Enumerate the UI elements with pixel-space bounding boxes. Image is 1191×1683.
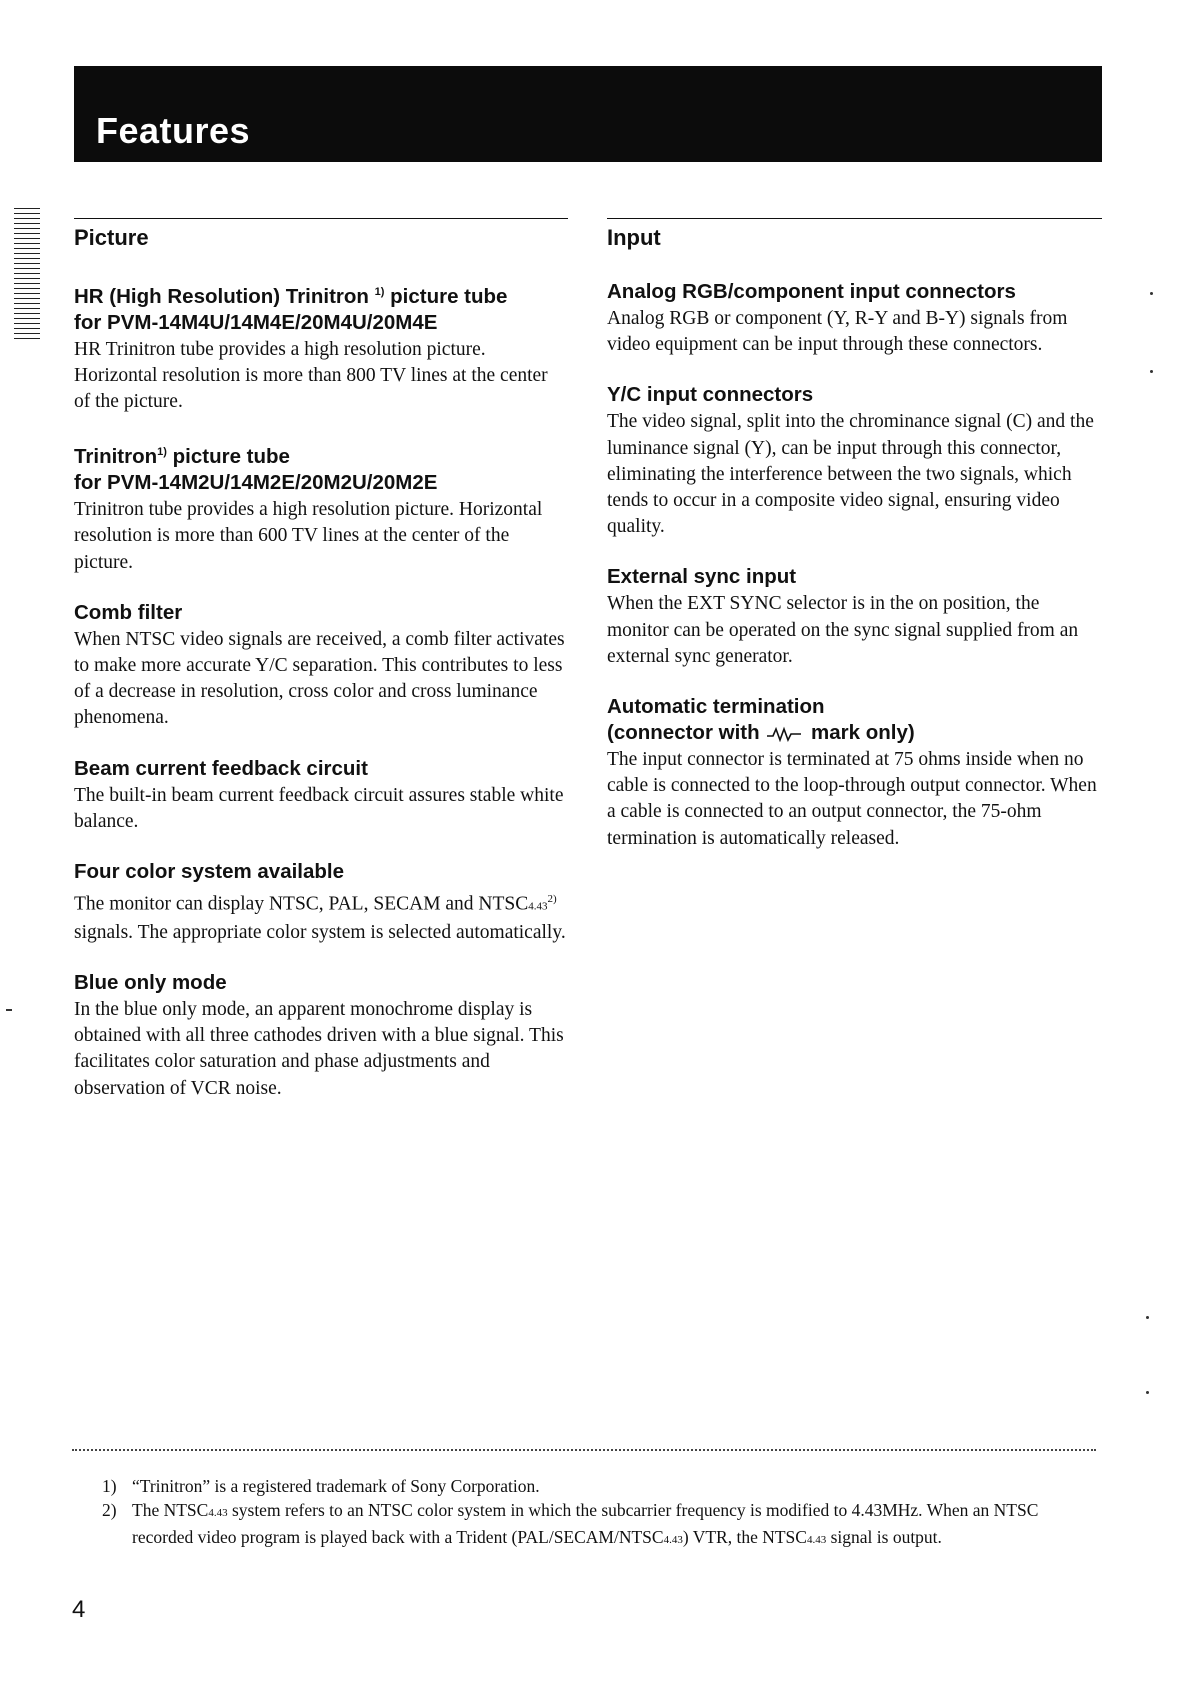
features-banner [74, 66, 1102, 162]
title-text: picture tube [384, 284, 508, 308]
footnote-number: 2) [102, 1500, 117, 1520]
section-title-input: Input [607, 225, 661, 250]
page-title: Features [96, 110, 251, 151]
footnote-2 [102, 1498, 1102, 1552]
input-column [607, 218, 1102, 876]
feature-body: Analog RGB or component (Y, R-Y and B-Y) signals from video equipment can be input through these connectors. [607, 308, 1068, 356]
title-text: (connector with [607, 721, 760, 745]
footnote-text [132, 1498, 1102, 1552]
section-rule [74, 218, 568, 219]
feature-four-color [74, 859, 568, 946]
feature-body: When NTSC video signals are received, a comb filter activates to make more accurate Y/C separation. This contributes to less of a decrease in resolution, cross color and cross luminance phenomena. [74, 628, 565, 729]
subscript: 4.43 [208, 1507, 228, 1519]
feature-hr-trinitron [74, 279, 568, 415]
scan-speck [1146, 1391, 1149, 1394]
footnote-ref: 1) [374, 286, 385, 298]
section-title-picture: Picture [74, 225, 149, 250]
feature-title: Beam current feedback circuit [74, 756, 368, 780]
feature-title: External sync input [607, 565, 797, 589]
title-text: HR (High Resolution) Trinitron [74, 284, 369, 308]
feature-body: In the blue only mode, an apparent monochrome display is obtained with all three cathodes driven with a blue signal. This facilitates color saturation and phase adjustments and observation of VCR noise. [74, 999, 564, 1099]
subscript: 4.43 [528, 900, 548, 913]
feature-body: The video signal, split into the chrominance signal (C) and the luminance signal (Y), can be input through this connector, eliminating the interference between the two signals, which tends to occur in a composite video signal, ensuring video quality. [607, 411, 1094, 538]
title-text: mark only) [811, 721, 915, 745]
feature-external-sync [607, 564, 1102, 670]
footnote-separator [72, 1449, 1096, 1451]
feature-body: The input connector is terminated at 75 ohms inside when no cable is connected to the loop-through output connector. When a cable is connected to an output connector, the 75-ohm termination is automatically released. [607, 749, 1097, 849]
feature-trinitron [74, 439, 568, 575]
fn-text: signal is output. [826, 1527, 942, 1547]
footnote-text: “Trinitron” is a registered trademark of Sony Corporation. [132, 1476, 540, 1496]
feature-analog-rgb [607, 279, 1102, 358]
body-text: signals. The appropriate color system is selected automatically. [74, 921, 566, 943]
scan-speck [1150, 370, 1153, 373]
feature-body: The built-in beam current feedback circuit assures stable white balance. [74, 784, 564, 832]
title-text: Trinitron [74, 445, 158, 469]
scan-edge-marks [14, 208, 40, 340]
footnotes [102, 1474, 1102, 1552]
feature-title [74, 279, 568, 310]
picture-column [74, 218, 568, 1126]
feature-title-models: for PVM-14M4U/14M4E/20M4U/20M4E [74, 310, 438, 334]
feature-title: Comb filter [74, 600, 183, 624]
feature-body: HR Trinitron tube provides a high resolution picture. Horizontal resolution is more than 800 TV lines at the center of the picture. [74, 338, 548, 413]
subscript: 4.43 [806, 1534, 827, 1546]
feature-beam-current [74, 756, 568, 835]
feature-blue-only [74, 970, 568, 1102]
subscript: 4.43 [663, 1534, 683, 1546]
feature-title [74, 439, 568, 470]
feature-body: When the EXT SYNC selector is in the on position, the monitor can be operated on the sync signal supplied from an external sync generator. [607, 593, 1079, 667]
section-rule [607, 218, 1102, 219]
feature-title: Automatic termination [607, 695, 825, 719]
feature-title: Analog RGB/component input connectors [607, 280, 1016, 303]
footnote-ref: 2) [547, 893, 557, 906]
feature-title: Four color system available [74, 860, 345, 884]
feature-auto-termination [607, 694, 1102, 852]
page-number: 4 [72, 1596, 86, 1623]
feature-title-models: for PVM-14M2U/14M2E/20M2U/20M2E [74, 471, 438, 495]
fn-text: ) VTR, the NTSC [682, 1527, 807, 1547]
fn-text: system refers to an NTSC color system in which the subcarrier frequency is modified to 4.43MHz. When an NTSC recorded video program is played back with a Trident (PAL/SECAM/NTSC [132, 1500, 1039, 1547]
footnote-ref: 1) [157, 446, 167, 459]
termination-mark-icon [767, 726, 803, 742]
feature-title-line2 [607, 720, 1102, 746]
footnote-number: 1) [102, 1476, 117, 1496]
feature-comb-filter [74, 600, 568, 732]
scan-speck [1150, 292, 1153, 295]
scan-speck [6, 1009, 12, 1011]
feature-body: Trinitron tube provides a high resolution picture. Horizontal resolution is more than 600 TV lines at the center of the picture. [74, 499, 543, 573]
feature-yc-input [607, 382, 1102, 540]
scan-speck [1146, 1316, 1149, 1319]
title-text: picture tube [166, 445, 290, 469]
feature-title: Blue only mode [74, 971, 227, 994]
fn-text: The NTSC [132, 1500, 209, 1520]
feature-body [74, 886, 568, 946]
footnote-1 [102, 1474, 1102, 1498]
feature-title: Y/C input connectors [607, 383, 814, 407]
body-text: The monitor can display NTSC, PAL, SECAM and NTSC [74, 893, 529, 915]
